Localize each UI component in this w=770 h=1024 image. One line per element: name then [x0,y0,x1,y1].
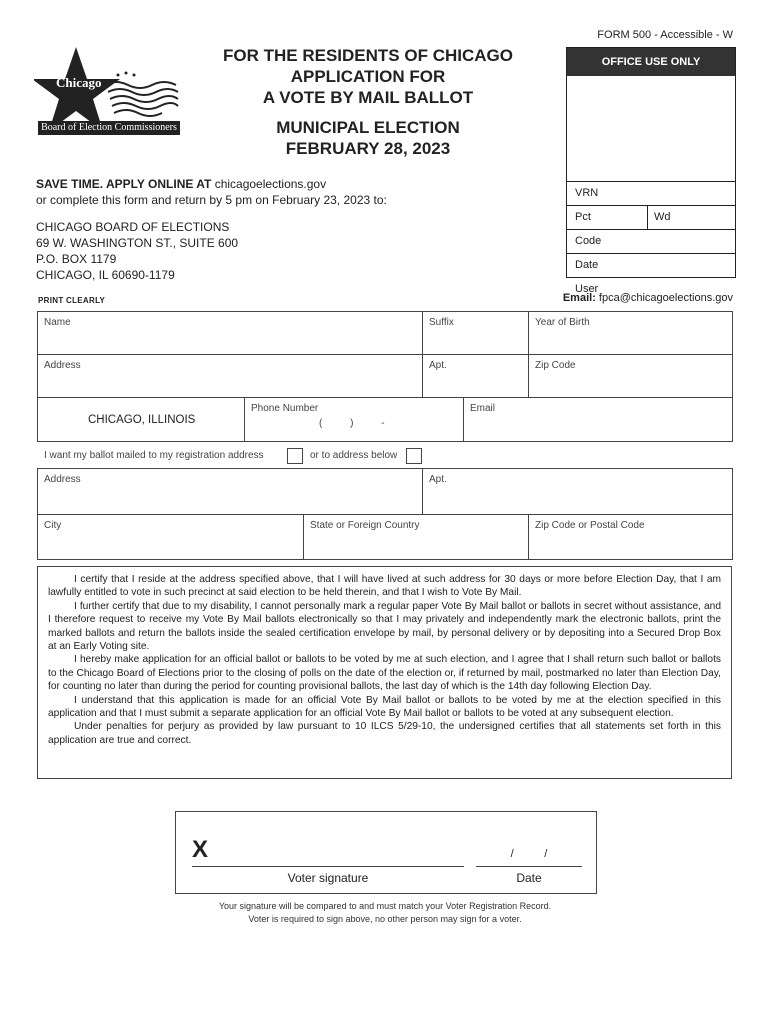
mail-apt-field[interactable]: Apt. [422,468,733,515]
election-line-2: FEBRUARY 28, 2023 [285,139,451,158]
office-use-header: OFFICE USE ONLY [567,48,735,76]
office-use-blank [567,76,735,182]
footer-line-1: Your signature will be compared to and must match your Voter Registration Record. [218,901,552,911]
form-title [200,45,536,108]
footer-line-2: Voter is required to sign above, no other person may sign for a voter. [248,914,522,924]
logo-org-text: Board of Election Commissioners [38,121,180,135]
mail-registration-checkbox[interactable] [287,448,303,464]
city-state-cell: CHICAGO, ILLINOIS [37,397,245,442]
office-user: User [575,283,599,295]
mail-registration-label: I want my ballot mailed to my registration address [44,450,264,461]
contact-email: Email: fpca@chicagoelections.gov [562,292,733,304]
mail-state-field[interactable]: State or Foreign Country [303,514,529,560]
signature-line[interactable] [192,866,464,867]
office-pct-wd: Pct Wd [567,206,735,230]
date-slashes: / / [510,848,548,860]
email-field[interactable]: Email [463,397,733,442]
zip-field[interactable]: Zip Code [528,354,733,398]
office-code: Code [567,230,735,254]
title-line-3: A VOTE BY MAIL BALLOT [262,88,474,107]
form-number: FORM 500 - Accessible - W [597,29,733,41]
title-line-2: APPLICATION FOR [290,67,446,86]
election-title [200,117,536,159]
signature-label: Voter signature [287,871,369,885]
office-wd: Wd [647,206,671,229]
mail-other-checkbox[interactable] [406,448,422,464]
name-field[interactable]: Name [37,311,423,355]
date-label: Date [516,871,542,885]
signature-x: X [192,836,209,863]
mail-city-field[interactable]: City [37,514,304,560]
office-vrn: VRN [567,182,735,206]
apt-field[interactable]: Apt. [422,354,529,398]
chicago-board-logo [34,45,184,137]
suffix-field[interactable]: Suffix [422,311,529,355]
address-field[interactable]: Address [37,354,423,398]
title-line-1: FOR THE RESIDENTS OF CHICAGO [223,46,513,65]
print-clearly-label: PRINT CLEARLY [38,296,106,305]
mailing-address: CHICAGO BOARD OF ELECTIONS 69 W. WASHINGTON ST., SUITE 600 P.O. BOX 1179 CHICAGO, IL 60690-1179 [36,220,239,282]
year-of-birth-field[interactable]: Year of Birth [528,311,733,355]
mail-other-label: or to address below [310,450,398,461]
office-date: Date [567,254,735,278]
mail-zip-field[interactable]: Zip Code or Postal Code [528,514,733,560]
website-link[interactable]: chicagoelections.gov [211,177,327,191]
office-use-box [566,47,736,295]
certification-text: I certify that I reside at the address specified above, that I will have lived at such address for 30 days or more before Election Day, that I am lawfully entitled to vote in such precinct at said election to be held therein, and that I wish to Vote By Mail. I further certify that due to my disability, I cannot personally mark a regular paper Vote By Mail ballot or ballots in secret without assistance, and I therefore request to receive my Vote By Mail ballots electronically so that I may privately and independently mark the electronic ballots, print the marked ballots and return the ballots inside the sealed certification envelope by mail, by personal delivery or by depositing into a Secured Drop Box at an Early Voting site. I hereby make application for an official ballot or ballots to be voted by me at such election, and I agree that I shall return such ballot or ballots to the Chicago Board of Elections prior to the closing of polls on the date of the election or, if returned by mail, postmarked no later than Election Day, for counting no later than during the period for counting provisional ballots, the last day of which is the 14th day following Election Day. I understand that this application is made for an official Vote By Mail ballot or ballots to be voted by me at the election specified in this application and that I must submit a separate application for an official Vote By Mail ballot or ballots to be voted at any subsequent election. Under penalties for perjury as provided by law pursuant to 10 ILCS 5/29-10, the undersigned certifies that all statements set forth in this application are true and correct. [37,566,732,779]
signature-box [175,811,597,894]
save-time-text: SAVE TIME. APPLY ONLINE AT chicagoelections.gov or complete this form and return by 5 pm on February 23, 2023 to: [36,177,387,207]
election-line-1: MUNICIPAL ELECTION [276,118,460,137]
mail-address-field[interactable]: Address [37,468,423,515]
logo-city-text: Chicago [56,75,102,90]
phone-field[interactable]: Phone Number ( ) - [244,397,464,442]
date-line[interactable] [476,866,582,867]
